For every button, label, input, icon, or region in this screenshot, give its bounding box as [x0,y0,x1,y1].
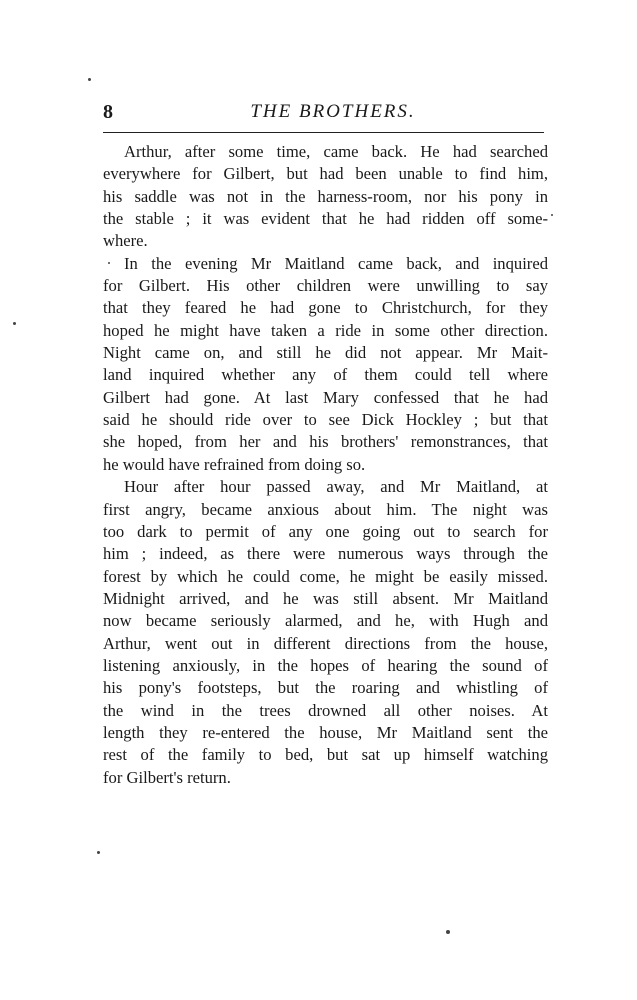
scan-speck [551,214,553,216]
text-line: the wind in the trees drowned all other noises. At [103,700,548,720]
text-line: Arthur, after some time, came back. He had searched [124,142,548,161]
text-line: rest of the family to bed, but sat up himself watching [103,745,548,765]
text-line: said he should ride over to see Dick Hockley ; but that [103,410,548,430]
paragraph-2 [103,253,548,476]
text-line: In the evening Mr Maitland came back, and inquired [124,253,548,273]
scan-speck [446,930,450,934]
scan-speck [13,322,16,325]
text-line: Hour after hour passed away, and Mr Maitland, at [124,477,548,497]
text-line: land inquired whether any of them could tell where [103,365,548,385]
text-line: Midnight arrived, and he was still absent. Mr Maitland [103,588,548,608]
paragraph-3 [103,476,548,789]
text-line: Arthur, went out in different directions from the house, [103,633,548,653]
body-text [103,141,548,789]
text-line: for Gilbert's return. [103,767,231,787]
text-line: for Gilbert. His other children were unwilling to say [103,276,548,296]
running-head: THE BROTHERS. [250,101,416,122]
scan-speck [108,262,110,264]
text-line: length they re-entered the house, Mr Maitland sent the [103,722,548,742]
text-line: listening anxiously, in the hopes of hearing the sound of [103,655,548,675]
text-line: hoped he might have taken a ride in some other direction. [103,320,548,340]
text-line: his pony's footsteps, but the roaring and whistling of [103,678,548,698]
text-line: Gilbert had gone. At last Mary confessed that he had [103,387,548,407]
text-line: him ; indeed, as there were numerous ways through the [103,544,548,564]
text-line: that they feared he had gone to Christchurch, for they [103,298,548,318]
text-line: now became seriously alarmed, and he, with Hugh and [103,611,548,631]
text-line: forest by which he could come, he might be easily missed. [103,566,548,586]
header-rule [103,132,544,133]
text-line: Night came on, and still he did not appear. Mr Mait- [103,343,548,363]
scan-speck [88,78,91,81]
text-line: everywhere for Gilbert, but had been unable to find him, [103,164,548,184]
page-header [103,98,543,126]
text-line: too dark to permit of any one going out to search for [103,521,548,541]
page-number: 8 [103,101,113,123]
paragraph-1 [103,141,548,253]
text-line: where. [103,231,148,251]
text-line: she hoped, from her and his brothers' remonstrances, that [103,432,548,452]
text-line: the stable ; it was evident that he had ridden off some- [103,209,548,229]
text-line: first angry, became anxious about him. The night was [103,499,548,519]
text-line: he would have refrained from doing so. [103,454,366,474]
scan-speck [97,851,100,854]
text-line: his saddle was not in the harness-room, nor his pony in [103,186,548,206]
